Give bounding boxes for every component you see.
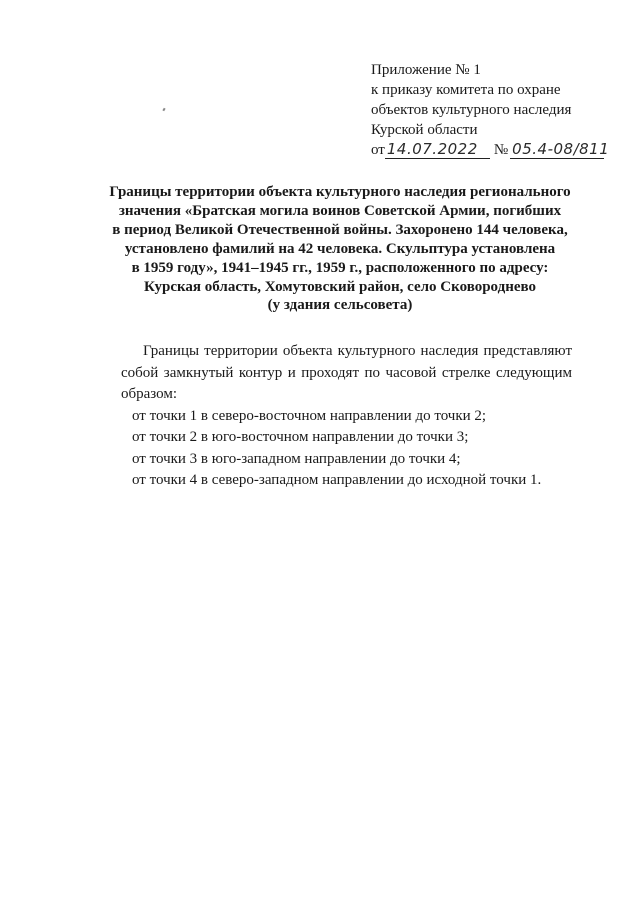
appendix-committee: объектов культурного наследия (371, 102, 572, 118)
title-line: значения «Братская могила воинов Советской Армии, погибших (118, 202, 562, 219)
title-line: Границы территории объекта культурного наследия регионального (109, 184, 571, 200)
boundary-description (121, 341, 572, 492)
appendix-region: Курской области (371, 122, 478, 138)
title-line: в период Великой Отечественной войны. Захоронено 144 человека, (112, 221, 568, 238)
scan-speck (162, 108, 165, 112)
list-item: от точки 1 в северо-восточном направлении до точки 2; (132, 407, 487, 424)
title-line: установлено фамилий на 42 человека. Скульптура установлена (124, 240, 556, 257)
date-prefix: от (371, 142, 385, 158)
title-line: в 1959 году», 1941–1945 гг., 1959 г., расположенного по адресу: (131, 259, 549, 276)
title-line: Курская область, Хомутовский район, село Сковороднево (144, 278, 536, 295)
intro-paragraph: Границы территории объекта культурного наследия представляют собой замкнутый контур и проходят по часовой стрелке следующим образом: (121, 343, 572, 402)
appendix-date-number-line (371, 140, 611, 160)
appendix-order-ref: к приказу комитета по охране (371, 82, 561, 98)
list-item: от точки 4 в северо-западном направлении до исходной точки 1. (132, 472, 542, 488)
handwritten-date: 14.07.2022 (385, 141, 490, 159)
handwritten-order-number: 05.4-08/811 (512, 140, 610, 158)
list-item: от точки 2 в юго-восточном направлении до точки 3; (132, 429, 469, 445)
document-title (60, 183, 620, 315)
appendix-number: Приложение № 1 (371, 62, 481, 78)
appendix-header (371, 60, 611, 160)
title-line: (у здания сельсовета) (267, 297, 413, 314)
list-item: от точки 3 в юго-западном направлении до точки 4; (132, 450, 461, 467)
number-sign: № (493, 142, 509, 158)
